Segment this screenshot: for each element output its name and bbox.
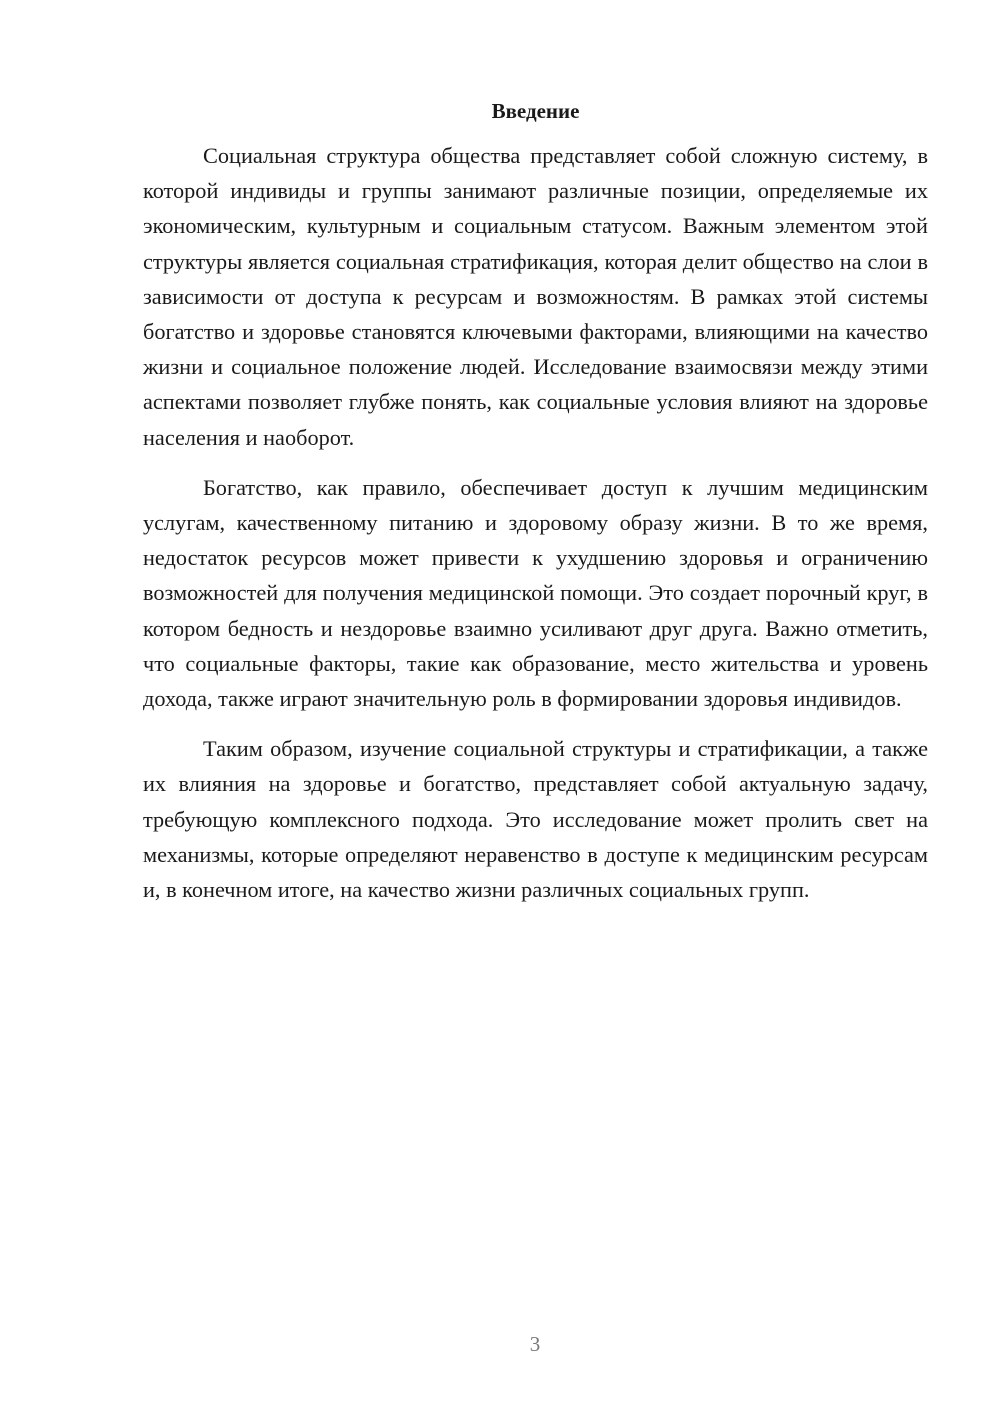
- page-number: 3: [529, 1332, 541, 1356]
- paragraph-2: Богатство, как правило, обеспечивает доступ к лучшим медицинским услугам, качественному питанию и здоровому образу жизни. В то же время, недостаток ресурсов может привести к ухудшению здоровья и ограничению возможностей для получения медицинской помощи. Это создает порочный круг, в котором бедность и нездоровье взаимно усиливают друг друга. Важно отметить, что социальные факторы, такие как образование, место жительства и уровень дохода, также играют значительную роль в формировании здоровья индивидов.: [143, 474, 928, 712]
- section-heading: Введение: [491, 99, 580, 123]
- paragraph-1: Социальная структура общества представляет собой сложную систему, в которой индивиды и группы занимают различные позиции, определяемые их экономическим, культурным и социальным статусом. Важным элементом этой структуры является социальная стратификация, которая делит общество на слои в зависимости от доступа к ресурсам и возможностям. В рамках этой системы богатство и здоровье становятся ключевыми факторами, влияющими на качество жизни и социальное положение людей. Исследование взаимосвязи между этими аспектами позволяет глубже понять, как социальные условия влияют на здоровье населения и наоборот.: [143, 143, 928, 450]
- page-content: [143, 96, 928, 922]
- paragraph-3: Таким образом, изучение социальной структуры и стратификации, а также их влияния на здоровье и богатство, представляет собой актуальную задачу, требующую комплексного подхода. Это исследование может пролить свет на механизмы, которые определяют неравенство в доступе к медицинским ресурсам и, в конечном итоге, на качество жизни различных социальных групп.: [143, 736, 928, 903]
